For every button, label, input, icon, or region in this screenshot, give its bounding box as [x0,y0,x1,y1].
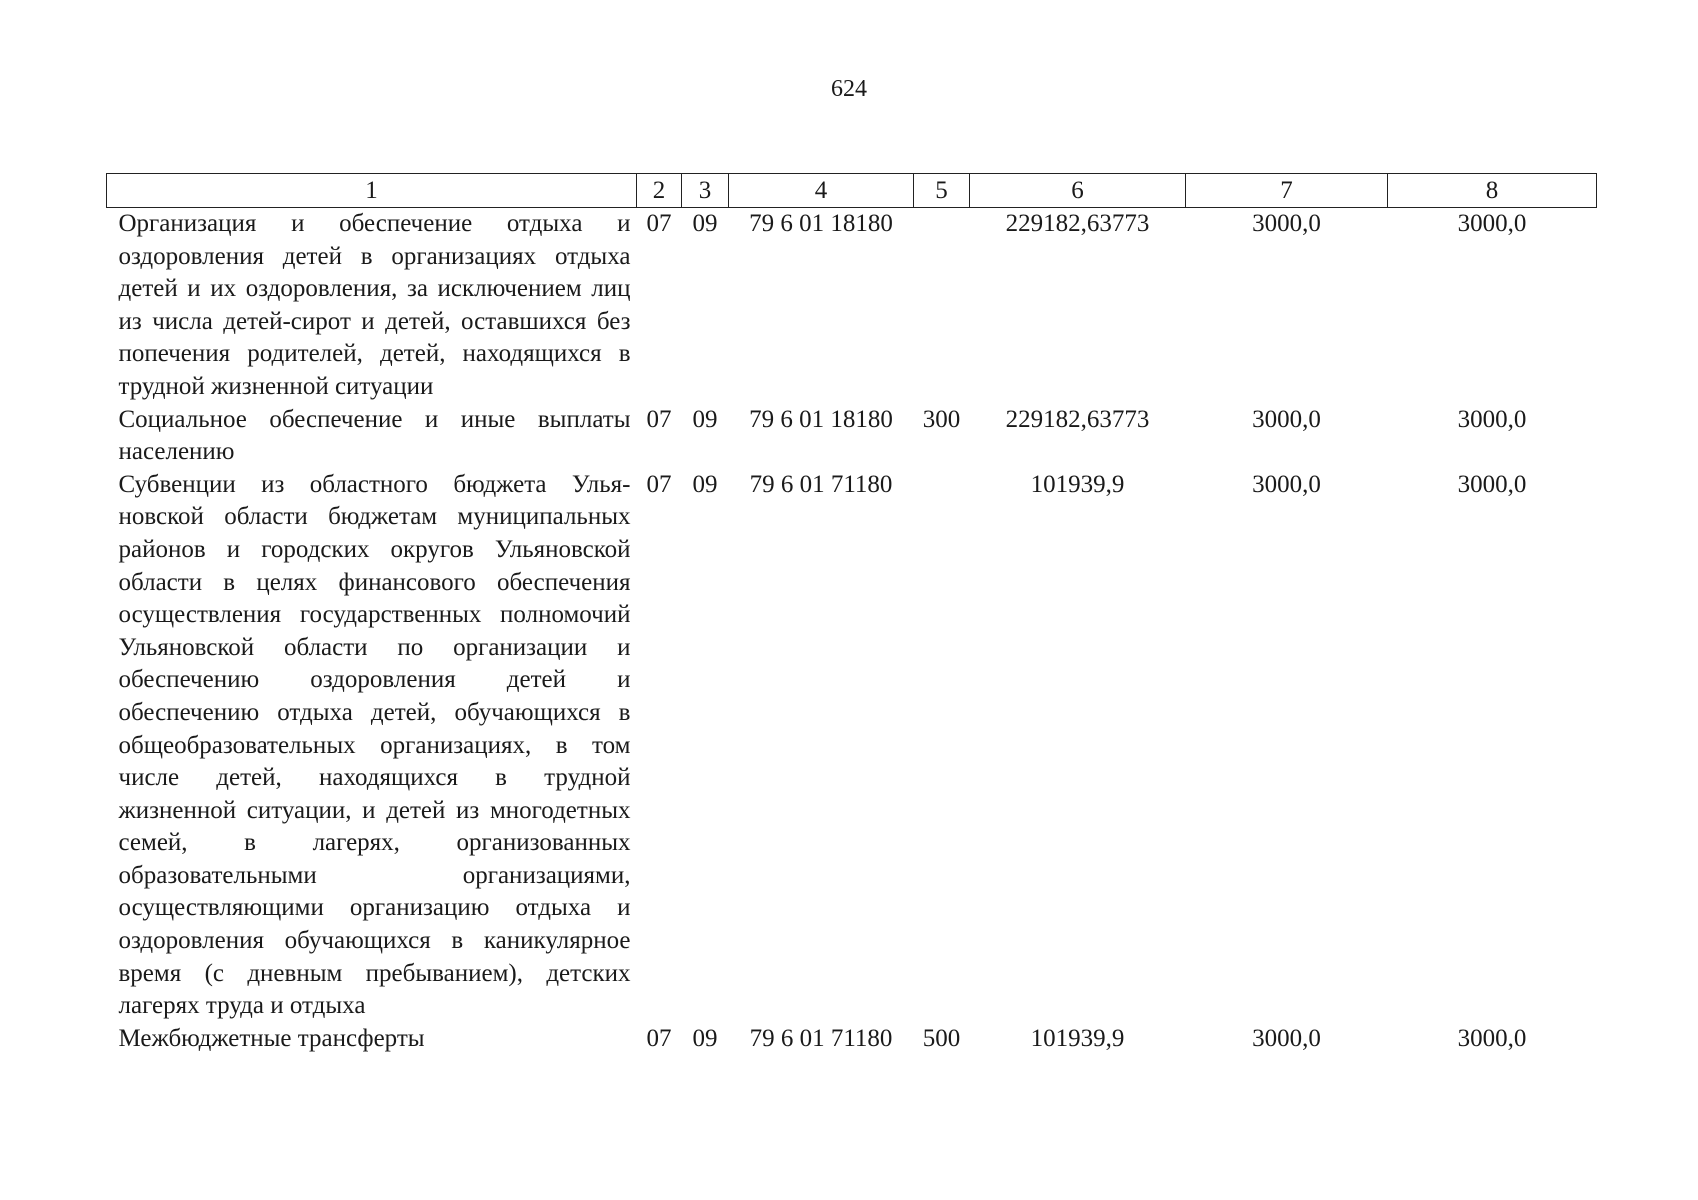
table-row [107,1023,1597,1056]
row-amount-col7: 3000,0 [1252,470,1321,498]
row-amount-col8: 3000,0 [1457,405,1527,433]
row-target-article: 79 6 01 18180 [749,210,893,237]
row-amount-col6: 229182,63773 [1005,405,1150,433]
row-name: Межбюджетные трансферты [118,1024,425,1052]
row-subsection-code: 09 [692,210,718,237]
row-section-code: 07 [646,210,672,237]
row-section-code: 07 [646,470,672,498]
row-section-code: 07 [646,1024,672,1052]
row-expense-type: 300 [922,405,961,433]
row-section-code: 07 [646,405,672,433]
row-amount-col7: 3000,0 [1252,210,1321,237]
column-header-2: 2 [637,174,682,208]
row-amount-col7: 3000,0 [1252,405,1321,433]
row-amount-col6: 101939,9 [1030,1024,1125,1052]
row-amount-col7: 3000,0 [1252,1024,1321,1052]
row-target-article: 79 6 01 71180 [749,1024,893,1052]
column-header-5: 5 [914,174,970,208]
row-subsection-code: 09 [692,405,718,433]
row-expense-type: 500 [922,1024,961,1052]
table-row [107,469,1597,1023]
row-target-article: 79 6 01 71180 [749,470,893,498]
page-number: 624 [831,76,867,102]
row-subsection-code: 09 [692,470,718,498]
column-header-4: 4 [729,174,914,208]
row-expense-type [914,208,970,404]
column-header-8: 8 [1388,174,1597,208]
budget-table [106,173,1597,1055]
row-subsection-code: 09 [692,1024,718,1052]
row-amount-col6: 101939,9 [1030,470,1125,498]
table-header [107,174,1597,208]
row-amount-col8: 3000,0 [1457,210,1527,237]
row-target-article: 79 6 01 18180 [749,405,893,433]
header-row [107,174,1597,208]
row-expense-type [914,469,970,1023]
row-name: Субвенции из областного бюджета Ульяновской области бюджетам муниципальных районов и городских округов Ульяновской области в целях финансового обеспечения осуществления государственных полномочий Ульяновской области по организации и обеспечению оздоровления детей и обеспечению отдыха детей, обучающихся в общеобразовательных организациях, в том числе детей, находящихся в трудной жизненной ситуации, и детей из многодетных семей, в лагерях, организованных образовательными организациями, осуществляющими организацию отдыха и оздоровления обучающихся в каникулярное время (с дневным пребыванием), детских лагерях труда и отдыха [118,470,631,1020]
table-row [107,208,1597,404]
row-amount-col8: 3000,0 [1457,470,1527,498]
row-name: Организация и обеспечение отдыха и оздоровления детей в организациях отдыха детей и их оздоровления, за исключением лиц из числа детей-сирот и детей, оставшихся без попечения родителей, детей, находящихся в трудной жизненной ситуации [118,210,631,400]
column-header-7: 7 [1186,174,1388,208]
row-amount-col8: 3000,0 [1457,1024,1527,1052]
table-row [107,404,1597,469]
column-header-1: 1 [107,174,637,208]
table-body [107,208,1597,1056]
column-header-3: 3 [682,174,729,208]
row-name: Социальное обеспечение и иные выплаты населению [118,405,631,466]
row-amount-col6: 229182,63773 [1005,210,1150,237]
column-header-6: 6 [970,174,1186,208]
